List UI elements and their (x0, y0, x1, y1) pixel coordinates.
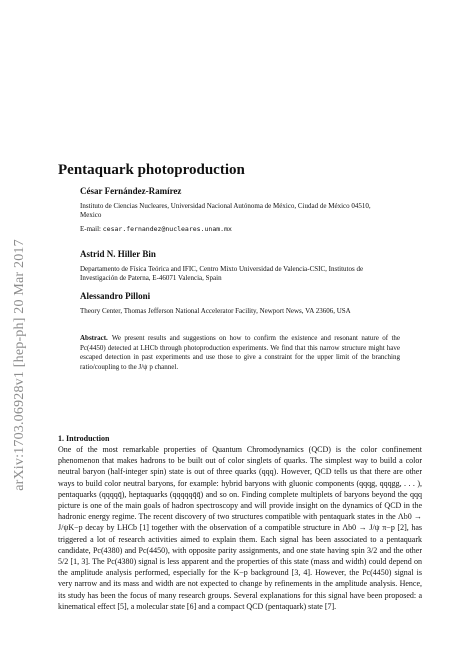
author-block-1 (58, 186, 422, 233)
author-name: Astrid N. Hiller Bin (80, 249, 156, 259)
author-affiliation: Instituto de Ciencias Nucleares, Universidad Nacional Autónoma de México, Ciudad de México 04510, Mexico (80, 202, 371, 219)
author-affiliation: Theory Center, Thomas Jefferson National Accelerator Facility, Newport News, VA 23606, USA (80, 307, 351, 315)
paper-title: Pentaquark photoproduction (58, 162, 245, 178)
author-block-2 (58, 249, 422, 283)
arxiv-id-text: arXiv:1703.06928v1 [hep-ph] 20 Mar 2017 (12, 239, 27, 491)
email-address: cesar.fernandez@nucleares.unam.mx (102, 225, 232, 233)
author-affiliation: Departamento de Física Teórica and IFIC, Centro Mixto Universidad de Valencia-CSIC, Institutos de Investigación de Paterna, E-46071 Valencia, Spain (80, 265, 364, 282)
introduction-text: One of the most remarkable properties of Quantum Chromodynamics (QCD) is the color confinement phenomenon that makes hadrons to be built out of color singlets of quarks. The simplest way to build a color neutral baryon (half-integer spin) state is out of three quarks (qqq). However, QCD tells us that there are other ways to build color neutral baryons, for example: hybrid baryons with gluonic components (qqqg, qqqgg, . . . ), pentaquarks (qqqqq̄), heptaquarks (qqqqqq̄q̄) and so on. Finding complete multiplets of baryons beyond the qqq picture is one of the main goals of hadron spectroscopy and will provide insight on the dynamics of QCD in the hadronic energy regime. The recent discovery of two structures compatible with pentaquark states in the Λb0 → J/ψK−p decay by LHCb [1] together with the observation of a compatible structure in Λb0 → J/ψ π−p [2], has triggered a lot of research activities aimed to explain them. Each signal has been associated to a pentaquark candidate, Pc(4380) and Pc(4450), with opposite parity assignments, and one state having spin 3/2 and the other 5/2 [1, 3]. The Pc(4380) signal is less apparent and the properties of this state (mass and width) could depend on the amplitude analysis performed, especially for the K−p background [3, 4]. However, the Pc(4450) signal is very narrow and its mass and width are not expected to change by refinements in the amplitude analysis. Hence, its study has been the focus of many research groups. Several explanations for this signal have been proposed: a kinematical effect [5], a molecular state [6] and a compact QCD (pentaquark) state [7]. (58, 445, 422, 611)
abstract-text: We present results and suggestions on how to confirm the existence and resonant nature of the Pc(4450) detected at LHCb through photoproduction experiments. We find that this narrow structure might have escaped detection in past experiments and use those to give a constraint for the upper limit of the branching ratio/coupling to the J/ψ p channel. (80, 334, 400, 371)
author-name: César Fernández-Ramírez (80, 186, 182, 196)
abstract-label: Abstract. (80, 334, 108, 342)
abstract (80, 334, 400, 372)
arxiv-identifier (8, 210, 32, 520)
author-block-3 (58, 291, 422, 316)
author-name: Alessandro Pilloni (80, 291, 151, 301)
section-heading: 1. Introduction (58, 434, 110, 443)
author-email (80, 225, 422, 233)
email-label: E-mail: (80, 225, 103, 233)
